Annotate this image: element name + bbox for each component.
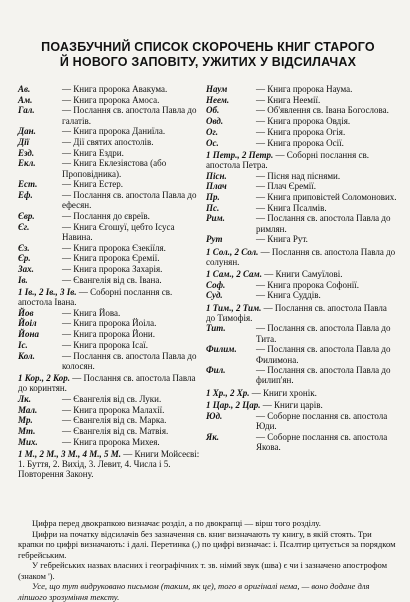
- book-name: — Книга пророка Єзекіїля.: [62, 242, 166, 253]
- abbreviation: Суд.: [206, 290, 223, 301]
- book-name: — Євангелія від св. Івана.: [62, 274, 162, 285]
- abbreviation-entry: [206, 388, 398, 398]
- book-name: — Книга пророка Даниїла.: [62, 126, 166, 137]
- abbreviation-entry: [18, 190, 202, 210]
- abbreviation: Єг.: [18, 221, 30, 232]
- book-name: — Книга пророка Наума.: [256, 84, 353, 94]
- abbreviation: Мих.: [18, 436, 38, 447]
- abbreviation: Рут: [206, 234, 223, 245]
- abbreviation: 1 Ів., 2 Ів., 3 Ів.: [18, 286, 77, 297]
- abbreviation-entry: [18, 373, 202, 393]
- abbreviation-entry: [18, 415, 202, 425]
- abbreviation-entry: [206, 234, 398, 244]
- book-name: — Книга пророка Михея.: [62, 436, 160, 447]
- abbreviation-entry: [206, 181, 398, 191]
- abbreviation-entry: [206, 247, 398, 267]
- abbreviation: Фил.: [206, 365, 226, 376]
- abbreviation-entry: [18, 211, 202, 221]
- abbreviation-entry: [206, 95, 398, 105]
- book-name: — Євангелія від св. Марка.: [62, 415, 167, 426]
- abbreviation-entry: [206, 269, 398, 279]
- book-name: — Євангелія від св. Матвія.: [62, 426, 169, 436]
- abbreviation: Єз.: [18, 242, 30, 253]
- book-name: — Соборне послання св. апостола Юди.: [256, 410, 388, 431]
- book-name: — Книга Псалмів.: [256, 202, 327, 213]
- abbreviation: Ів.: [18, 274, 28, 285]
- abbreviation-entry: [206, 290, 398, 300]
- abbreviation-entry: [206, 432, 398, 452]
- abbreviation-entry: [206, 150, 398, 170]
- book-name: — Книга пророка Софонії.: [256, 279, 360, 290]
- abbreviation-entry: [18, 222, 202, 242]
- book-name: — Послання св. апостола Павла до римлян.: [256, 213, 391, 234]
- book-name: — Послання св. апостола Павла до колосян.: [62, 350, 197, 371]
- book-name: — Книга Єгошуї, цебто Ісуса Навина.: [62, 221, 175, 242]
- book-name: — Пісня над піснями.: [256, 170, 341, 181]
- abbreviation: Як.: [206, 431, 220, 442]
- book-name: — Послання св. апостола Павла до Тита.: [256, 323, 391, 344]
- abbreviation: Ав.: [18, 84, 31, 94]
- abbreviation: Филим.: [206, 344, 237, 355]
- abbreviation: Лк.: [18, 393, 31, 404]
- abbreviation-entry: [18, 340, 202, 350]
- abbreviation: Ос.: [206, 137, 219, 148]
- abbreviation-entry: [206, 171, 398, 181]
- abbreviation: Мр.: [18, 415, 33, 426]
- book-name: — Книги царів.: [262, 399, 323, 410]
- abbreviation: Ест.: [18, 179, 38, 190]
- abbreviation-entry: [18, 351, 202, 371]
- book-name: — Книга Йова.: [62, 307, 121, 318]
- abbreviation-entry: [18, 329, 202, 339]
- abbreviation: 1 Сам., 2 Сам.: [206, 268, 262, 279]
- abbreviation-entry: [18, 84, 202, 94]
- abbreviation-entry: [206, 84, 398, 94]
- title-line-1: ПОАЗБУЧНИЙ СПИСОК СКОРОЧЕНЬ КНИГ СТАРОГО: [41, 40, 375, 54]
- book-name: — Книга пророка Амоса.: [62, 94, 160, 105]
- note-paragraph: Усе, що тут видруковано письмом (таким, як це), того в оригіналі нема, — воно додане для ліпшого зрозуміння тексту.: [18, 581, 370, 602]
- book-name: — Об'явлення св. Івана Богослова.: [256, 105, 389, 116]
- book-name: — Книга Рут.: [256, 234, 308, 245]
- abbreviation-entry: [18, 287, 202, 307]
- abbreviation: Гал.: [18, 105, 35, 116]
- abbreviation-entry: [18, 308, 202, 318]
- abbreviation: Зах.: [18, 263, 34, 274]
- book-name: — Дії святих апостолів.: [62, 137, 154, 148]
- abbreviation-entry: [18, 394, 202, 404]
- note-paragraph: Цифра перед двокрапкою визначає розділ, а по двокрапці — вірш того розділу.: [32, 518, 321, 528]
- book-name: — Соборні послання св. апостола Петра.: [206, 149, 369, 170]
- book-name: — Послання св. апостола Павла до Филимона.: [256, 344, 391, 365]
- abbreviation: Овд.: [206, 116, 224, 127]
- abbreviation-entry: [206, 344, 398, 364]
- page-title: [20, 40, 396, 70]
- abbreviation: Кол.: [18, 350, 35, 361]
- abbreviation: 1 Кор., 2 Кор.: [18, 372, 71, 383]
- abbreviation-entry: [206, 213, 398, 233]
- abbreviation: Ог.: [206, 126, 218, 137]
- abbreviation: Йов: [18, 307, 34, 318]
- book-name: — Книги хронік.: [251, 387, 317, 398]
- abbreviation-entry: [18, 158, 202, 178]
- abbreviation-entry: [206, 323, 398, 343]
- book-name: — Книга пророка Осії.: [256, 137, 344, 148]
- abbreviation: 1 Цар., 2 Цар.: [206, 399, 261, 410]
- book-name: — Послання св. апостола Павла до солунян.: [206, 246, 396, 267]
- abbreviation-entry: [18, 437, 202, 447]
- abbreviation-entry: [18, 449, 202, 480]
- abbreviation: 1 Тим., 2 Тим.: [206, 302, 262, 313]
- abbreviation-entry: [206, 203, 398, 213]
- abbreviation: Рим.: [206, 213, 225, 224]
- abbreviation: Йона: [18, 329, 39, 340]
- abbreviation: Пр.: [206, 192, 220, 203]
- abbreviation: Йоіл: [18, 318, 37, 329]
- book-name: — Соборні послання св. апостола Івана.: [18, 286, 173, 308]
- abbreviation-entry: [18, 264, 202, 274]
- note-paragraph: У гебрейських назвах власних і географічних т. зв. німий звук (шва) є чи і зазначено апострофом (знаком ').: [18, 560, 388, 581]
- book-name: — Книга Неемії.: [256, 94, 321, 105]
- abbreviation: Об.: [206, 105, 220, 116]
- abbreviation-entry: [18, 405, 202, 415]
- abbreviation: Плач: [206, 181, 227, 192]
- abbreviation-entry: [18, 95, 202, 105]
- book-name: — Книга пророка Захарія.: [62, 263, 163, 274]
- book-name: — Книга пророка Йони.: [62, 329, 156, 340]
- abbreviation: 1 М., 2 М., 3 М., 4 М., 5 М.: [18, 448, 122, 459]
- note-paragraph: Цифри на початку відсилачів без зазначення св. книг визначають ту книгу, в якій стоять. Три крапки по цифрі визначають: і далі. Перетинка (,) по цифрі визначає: і. Псалтир цитується за порядком гебрейським.: [18, 528, 396, 560]
- abbreviation: Еф.: [18, 190, 33, 201]
- abbreviation: Іс.: [18, 339, 28, 350]
- book-name: — Книги Мойсеєві: 1. Буття, 2. Вихід, 3. Левит, 4. Числа і 5. Повторення Закону.: [18, 448, 200, 480]
- book-name: — Книга Естер.: [62, 179, 123, 190]
- abbreviation: Пс.: [206, 202, 220, 213]
- abbreviation-entry: [18, 179, 202, 189]
- book-name: — Книга приповістей Соломонових.: [256, 192, 397, 203]
- abbreviations-left-column: [18, 84, 202, 480]
- book-name: — Плач Єремії.: [256, 181, 317, 192]
- abbreviation-entry: [206, 303, 398, 323]
- book-name: — Книга Еклезіястова (або Проповідника).: [62, 158, 167, 179]
- abbreviation-entry: [18, 253, 202, 263]
- abbreviation: Мт.: [18, 426, 36, 436]
- book-name: — Книга пророка Єремії.: [62, 253, 160, 264]
- book-name: — Послання св. апостола Павла до филип'ян.: [256, 365, 391, 386]
- abbreviation: Євр.: [18, 210, 35, 221]
- abbreviation-entry: [18, 426, 202, 436]
- book-name: — Книга Суддів.: [256, 290, 321, 301]
- abbreviation: Єр.: [18, 253, 31, 264]
- title-line-2: Й НОВОГО ЗАПОВІТУ, УЖИТИХ У ВІДСИЛАЧАХ: [59, 55, 357, 69]
- abbreviation-entry: [18, 243, 202, 253]
- book-name: — Книга пророка Малахії.: [62, 404, 165, 415]
- abbreviation-entry: [206, 138, 398, 148]
- book-name: — Послання св. апостола Павла до коринтян.: [18, 372, 196, 394]
- abbreviation-entry: [206, 127, 398, 137]
- book-name: — Книга пророка Авакума.: [62, 84, 168, 94]
- book-name: — Євангелія від св. Луки.: [62, 393, 162, 404]
- abbreviation-entry: [206, 192, 398, 202]
- book-name: — Послання св. апостола Павла до Тимофія.: [206, 302, 387, 323]
- abbreviation-entry: [18, 126, 202, 136]
- abbreviation-entry: [18, 318, 202, 328]
- book-name: — Соборне послання св. апостола Якова.: [256, 431, 388, 452]
- abbreviations-right-column: [206, 84, 398, 452]
- book-name: — Послання до євреїв.: [62, 210, 150, 221]
- abbreviation-entry: [206, 280, 398, 290]
- abbreviation: Екл.: [18, 158, 36, 169]
- abbreviation-entry: [206, 365, 398, 385]
- abbreviation: 1 Хр., 2 Хр.: [206, 387, 250, 398]
- book-name: — Книги Самуїлові.: [264, 268, 343, 279]
- abbreviation: 1 Сол., 2 Сол.: [206, 246, 259, 257]
- abbreviation: Пісн.: [206, 170, 227, 181]
- abbreviation-entry: [206, 411, 398, 431]
- book-name: — Книга пророка Овдія.: [256, 116, 351, 127]
- abbreviation: Езд.: [18, 147, 35, 158]
- book-name: — Послання св. апостола Павла до галатів.: [62, 105, 197, 126]
- explanatory-notes: [18, 518, 396, 602]
- abbreviation-entry: [18, 105, 202, 125]
- book-name: — Послання св. апостола Павла до ефесян.: [62, 190, 197, 211]
- abbreviation: Дії: [18, 137, 30, 148]
- book-name: — Книга пророка Йоіла.: [62, 318, 157, 329]
- abbreviation: Дан.: [18, 126, 36, 137]
- abbreviation-entry: [18, 137, 202, 147]
- abbreviation-entry: [206, 400, 398, 410]
- book-name: — Книга Ездри.: [62, 147, 124, 158]
- abbreviation: Ам.: [18, 94, 33, 105]
- abbreviation: Мал.: [18, 404, 38, 415]
- abbreviation-entry: [18, 148, 202, 158]
- book-name: — Книга пророка Огія.: [256, 126, 346, 137]
- abbreviation: Тит.: [206, 323, 226, 334]
- abbreviation: Юд.: [206, 410, 223, 421]
- abbreviation-entry: [206, 116, 398, 126]
- abbreviation-entry: [206, 105, 398, 115]
- abbreviation: 1 Петр., 2 Петр.: [206, 149, 274, 160]
- abbreviation: Наум: [206, 84, 228, 94]
- abbreviation: Соф.: [206, 279, 226, 290]
- abbreviation: Неем.: [206, 94, 230, 105]
- book-name: — Книга пророка Ісаї.: [62, 339, 148, 350]
- abbreviation-entry: [18, 275, 202, 285]
